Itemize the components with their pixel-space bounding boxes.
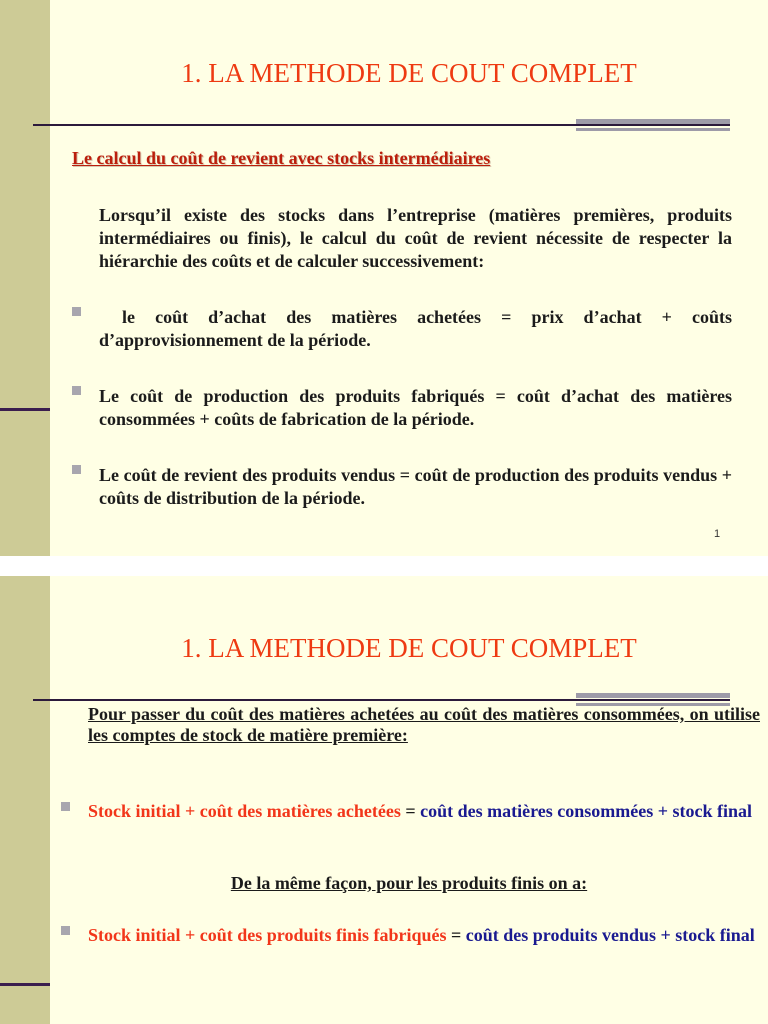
formula-equals: = [451,925,462,945]
list-item [70,306,732,352]
intro-paragraph: Pour passer du coût des matières achetées au coût des matières consommées, on utilise les comptes de stock de matière première: [88,704,760,745]
slide-sidebar [0,576,50,1024]
title-rule [33,699,730,701]
formula-item [88,801,760,822]
formula-right: coût des matières consommées + stock final [420,801,753,821]
formula-item [88,925,760,946]
slide-sidebar [0,0,50,556]
slide-title: 1. LA METHODE DE COUT COMPLET [181,633,637,663]
title-rule [33,124,730,126]
formula-left: Stock initial + coût des produits finis fabriqués [88,925,447,945]
bullet-square-icon [72,307,81,316]
section-heading-text: De la même façon, pour les produits finis on a: [230,873,588,893]
list-item [70,385,732,431]
list-item-text: Le coût de revient des produits vendus = coût de production des produits vendus + coûts de distribution de la période. [99,465,732,508]
title-rule-accent [576,693,730,698]
intro-paragraph: Lorsqu’il existe des stocks dans l’entreprise (matières premières, produits intermédiaires ou finis), le calcul du coût de revient nécessite de respecter la hiérarchie des coûts et de calculer successivement: [99,205,732,271]
list-item-text: Le coût de production des produits fabriqués = coût d’achat des matières consommées + coûts de fabrication de la période. [99,386,732,429]
list-item-text: le coût d’achat des matières achetées = prix d’achat + coûts d’approvisionnement de la période. [99,307,732,350]
sidebar-divider [0,408,50,411]
slide-2 [0,576,768,1024]
section-heading [50,873,768,894]
title-rule-accent-lower [576,128,730,131]
formula-left: Stock initial + coût des matières achetées [88,801,401,821]
slide-title: 1. LA METHODE DE COUT COMPLET [181,58,637,88]
bullet-square-icon [72,386,81,395]
page-number: 1 [714,528,721,540]
slide-subtitle: Le calcul du coût de revient avec stocks intermédiaires [72,148,491,168]
bullet-square-icon [61,926,70,935]
bullet-square-icon [72,465,81,474]
bullet-square-icon [61,802,70,811]
sidebar-divider [0,983,50,986]
list-item [70,464,732,510]
formula-equals: = [405,801,416,821]
formula-right: coût des produits vendus + stock final [465,925,755,945]
